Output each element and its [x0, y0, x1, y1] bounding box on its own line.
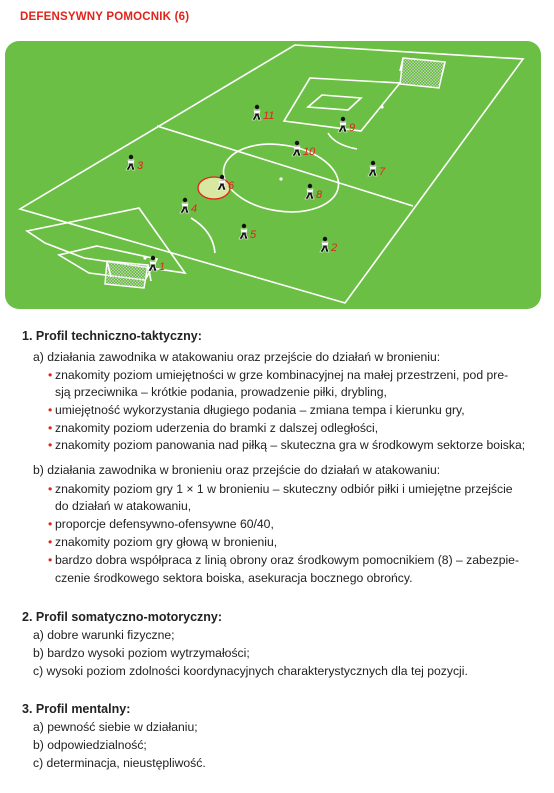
bullet-icon: •: [48, 403, 53, 417]
list-item-continuation: do działań w atakowaniu,: [55, 499, 192, 513]
list-item: b) odpowiedzialność;: [33, 738, 147, 752]
bullet-icon: •: [48, 535, 53, 549]
player-head-icon: [295, 141, 299, 145]
player-shirt-icon: [255, 111, 260, 114]
list-item: • znakomity poziom gry 1 × 1 w bronieniu – skuteczny odbiór piłki i umiejętne przejście: [48, 481, 548, 499]
bottom-goal: [105, 261, 151, 288]
section-1b-label: b) działania zawodnika w bronieniu oraz przejście do działań w atakowaniu:: [33, 463, 441, 477]
list-item-continuation: sją przeciwnika – krótkie podania, prowadzenie piłki, drybling,: [55, 385, 387, 399]
player-shirt-icon: [295, 147, 300, 150]
player-number-label: 9: [349, 122, 356, 134]
list-item-continuation: czenie środkowego sektora boiska, asekuracja bocznego obrońcy.: [55, 571, 413, 585]
list-item: c) wysoki poziom zdolności koordynacyjnych charakterystycznych dla tej pozycji.: [33, 664, 468, 678]
list-item: • bardzo dobra współpraca z linią obrony oraz środkowym pomocnikiem (8) – zabezpie-: [48, 552, 548, 570]
player-shirt-icon: [220, 181, 225, 184]
player-number-label: 11: [263, 110, 275, 122]
list-item: • znakomity poziom gry głową w bronieniu,: [48, 534, 548, 552]
player-head-icon: [341, 117, 345, 121]
player-number-label: 10: [303, 146, 316, 158]
section-1a-label: a) działania zawodnika w atakowaniu oraz przejście do działań w bronieniu:: [33, 350, 441, 364]
football-pitch-diagram: [5, 41, 541, 309]
pitch-grass: [5, 41, 541, 309]
player-number-label: 8: [316, 189, 323, 201]
player-shirt-icon: [183, 204, 188, 207]
player-number-label: 2: [331, 242, 338, 254]
bullet-icon: •: [48, 368, 53, 382]
list-item: a) pewność siebie w działaniu;: [33, 720, 198, 734]
section-2-title: 2. Profil somatyczno-motoryczny:: [22, 610, 223, 624]
bullet-icon: •: [48, 517, 53, 531]
player-number-label: 7: [379, 166, 386, 178]
player-head-icon: [183, 198, 187, 202]
top-goal: [400, 58, 445, 88]
bullet-icon: •: [48, 438, 53, 452]
player-shirt-icon: [323, 243, 328, 246]
bullet-icon: •: [48, 553, 53, 567]
player-shirt-icon: [308, 190, 313, 193]
section-3-title: 3. Profil mentalny:: [22, 702, 131, 716]
section-1-title: 1. Profil techniczno-taktyczny:: [22, 329, 202, 343]
list-item: • znakomity poziom panowania nad piłką – skuteczna gra w środkowym sektorze boiska;: [48, 437, 548, 455]
list-item: a) dobre warunki fizyczne;: [33, 628, 175, 642]
player-head-icon: [308, 184, 312, 188]
player-head-icon: [242, 224, 246, 228]
player-head-icon: [371, 161, 375, 165]
player-head-icon: [255, 105, 259, 109]
player-shirt-icon: [242, 230, 247, 233]
player-head-icon: [323, 237, 327, 241]
list-item: • znakomity poziom uderzenia do bramki z dalszej odległości,: [48, 420, 548, 438]
bullet-icon: •: [48, 421, 53, 435]
player-shirt-icon: [371, 167, 376, 170]
list-item: c) determinacja, nieustępliwość.: [33, 756, 206, 770]
bullet-icon: •: [48, 482, 53, 496]
list-item: • proporcje defensywno-ofensywne 60/40,: [48, 516, 548, 534]
player-number-label: 3: [137, 160, 144, 172]
list-item: • umiejętność wykorzystania długiego podania – zmiana tempa i kierunku gry,: [48, 402, 548, 420]
player-number-label: 5: [250, 229, 257, 241]
player-head-icon: [151, 256, 155, 260]
player-head-icon: [129, 155, 133, 159]
player-number-label: 4: [191, 203, 198, 215]
player-number-label: 6: [228, 180, 235, 192]
list-item: b) bardzo wysoki poziom wytrzymałości;: [33, 646, 250, 660]
player-shirt-icon: [151, 262, 156, 265]
player-shirt-icon: [341, 123, 346, 126]
page-title: DEFENSYWNY POMOCNIK (6): [20, 11, 190, 23]
player-number-label: 1: [159, 261, 166, 273]
list-item: • znakomity poziom umiejętności w grze kombinacyjnej na małej przestrzeni, pod pre-: [48, 367, 548, 385]
player-shirt-icon: [129, 161, 134, 164]
player-head-icon: [220, 175, 224, 179]
